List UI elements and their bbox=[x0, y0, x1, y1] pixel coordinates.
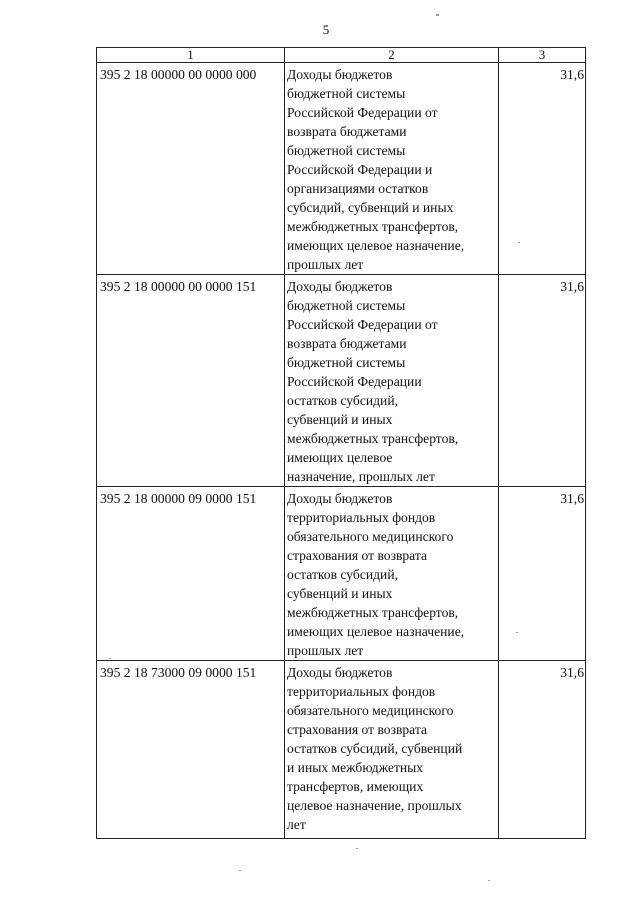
revenue-name-cell bbox=[285, 275, 499, 487]
column-number-header: 3 bbox=[499, 48, 586, 63]
table-row bbox=[97, 661, 586, 839]
table-row bbox=[97, 63, 586, 275]
amount: 31,6 bbox=[499, 275, 586, 487]
amount: 31,6 bbox=[499, 487, 586, 661]
budget-classification-code: 395 2 18 00000 09 0000 151 bbox=[97, 487, 285, 661]
scan-speck bbox=[516, 632, 518, 633]
revenue-name-cell bbox=[285, 63, 499, 275]
table-row bbox=[97, 275, 586, 487]
scan-speck bbox=[518, 242, 520, 243]
scan-speck bbox=[488, 880, 490, 881]
revenue-name: Доходы бюджетов бюджетной системы Российской Федерации от возврата бюджетами бюджетной системы Российской Федерации и организациями остатков субсидий, субвенций и иных межбюджетных трансфертов, имеющих целевое назначение, прошлых лет bbox=[287, 67, 465, 272]
revenue-name-cell bbox=[285, 487, 499, 661]
budget-revenue-table bbox=[96, 47, 586, 839]
budget-classification-code: 395 2 18 00000 00 0000 000 bbox=[97, 63, 285, 275]
scan-speck bbox=[239, 870, 241, 871]
column-number-header: 2 bbox=[285, 48, 499, 63]
revenue-name: Доходы бюджетов территориальных фондов обязательного медицинского страхования от возврата остатков субсидий, субвенций и иных межбюджетных трансфертов, имеющих целевое назначение, прошлых лет bbox=[287, 491, 465, 658]
scan-speck bbox=[436, 14, 439, 16]
column-number-header: 1 bbox=[97, 48, 285, 63]
revenue-name-cell bbox=[285, 661, 499, 839]
scan-speck bbox=[356, 848, 358, 849]
budget-classification-code: 395 2 18 00000 00 0000 151 bbox=[97, 275, 285, 487]
page-number: 5 bbox=[322, 22, 330, 37]
revenue-name: Доходы бюджетов территориальных фондов обязательного медицинского страхования от возврата остатков субсидий, субвенций и иных межбюджетных трансфертов, имеющих целевое назначение, прошлых лет bbox=[287, 665, 463, 832]
amount: 31,6 bbox=[499, 661, 586, 839]
table-row bbox=[97, 487, 586, 661]
revenue-name: Доходы бюджетов бюджетной системы Российской Федерации от возврата бюджетами бюджетной системы Российской Федерации остатков субсидий, субвенций и иных межбюджетных трансфертов, имеющих целевое назначение, прошлых лет bbox=[287, 279, 459, 484]
budget-classification-code: 395 2 18 73000 09 0000 151 bbox=[97, 661, 285, 839]
column-number-header-row bbox=[97, 48, 586, 63]
scan-speck bbox=[109, 658, 111, 659]
amount: 31,6 bbox=[499, 63, 586, 275]
